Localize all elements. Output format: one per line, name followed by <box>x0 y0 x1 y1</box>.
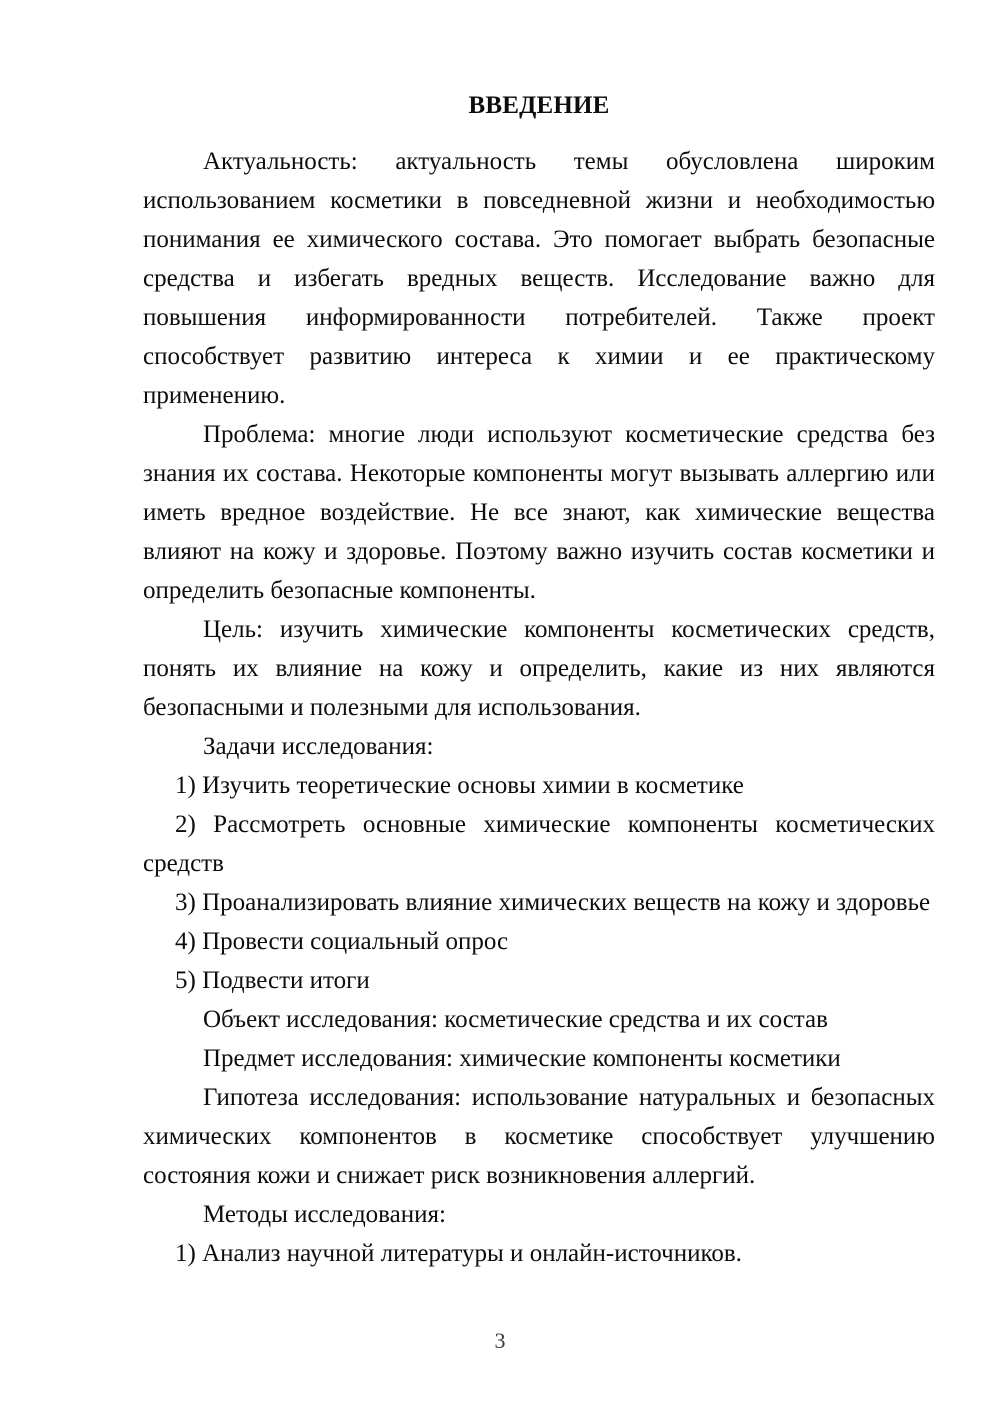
paragraph-subject: Предмет исследования: химические компоненты косметики <box>203 1045 841 1072</box>
page-content <box>143 86 935 1273</box>
list-item-task-4: 4) Провести социальный опрос <box>175 928 509 955</box>
paragraph-goal: Цель: изучить химические компоненты косметических средств, понять их влияние на кожу и определить, какие из них являются безопасными и полезными для использования. <box>143 616 935 721</box>
list-item-task-5: 5) Подвести итоги <box>175 967 370 994</box>
list-item-task-3: 3) Проанализировать влияние химических веществ на кожу и здоровье <box>175 889 931 916</box>
paragraph-hypothesis: Гипотеза исследования: использование натуральных и безопасных химических компонентов в косметике способствует улучшению состояния кожи и снижает риск возникновения аллергий. <box>143 1084 935 1189</box>
paragraph-relevance: Актуальность: актуальность темы обусловлена широким использованием косметики в повседневной жизни и необходимостью понимания ее химического состава. Это помогает выбрать безопасные средства и избегать вредных веществ. Исследование важно для повышения информированности потребителей. Также проект способствует развитию интереса к химии и ее практическому применению. <box>143 148 935 409</box>
paragraph-object: Объект исследования: косметические средства и их состав <box>203 1006 828 1033</box>
heading-methods: Методы исследования: <box>203 1201 446 1228</box>
list-item-task-2: 2) Рассмотреть основные химические компоненты косметических средств <box>143 811 935 877</box>
list-item-method-1: 1) Анализ научной литературы и онлайн-источников. <box>175 1240 742 1267</box>
paragraph-problem: Проблема: многие люди используют косметические средства без знания их состава. Некоторые компоненты могут вызывать аллергию или иметь вредное воздействие. Не все знают, как химические вещества влияют на кожу и здоровье. Поэтому важно изучить состав косметики и определить безопасные компоненты. <box>143 421 935 604</box>
page-title: ВВЕДЕНИЕ <box>468 92 610 119</box>
page-number: 3 <box>494 1328 506 1353</box>
heading-tasks: Задачи исследования: <box>203 733 434 760</box>
title-spacer <box>143 125 935 142</box>
list-item-task-1: 1) Изучить теоретические основы химии в косметике <box>175 772 744 799</box>
